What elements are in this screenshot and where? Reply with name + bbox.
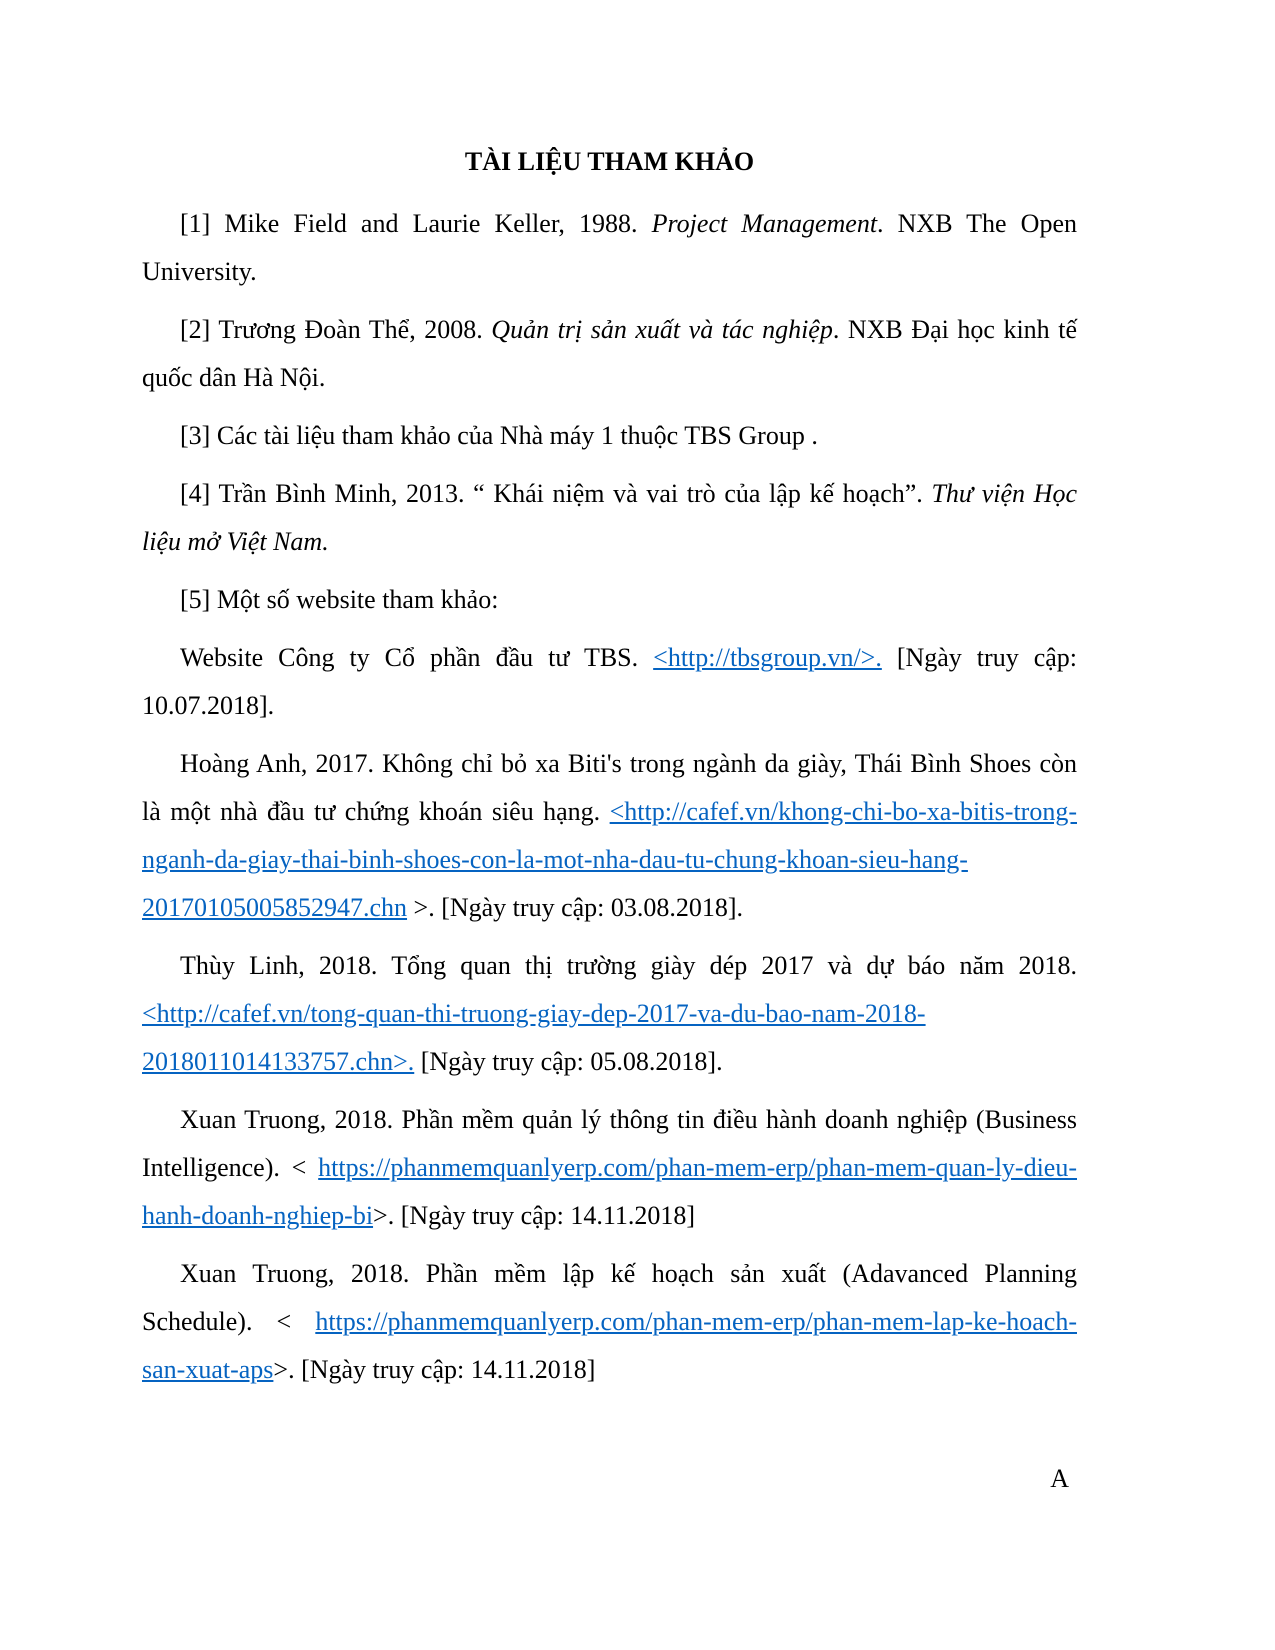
reference-paragraph <box>142 200 1077 296</box>
reference-paragraph <box>142 306 1077 402</box>
reference-text: [Ngày truy cập: 10.07.2018]. <box>142 643 1077 720</box>
reference-hyperlink[interactable]: <http://cafef.vn/khong-chi-bo-xa-bitis-trong-nganh-da-giay-thai-binh-shoes-con-la-mot-nha-dau-tu-chung-khoan-sieu-hang-20170105005852947.chn <box>142 797 1077 922</box>
reference-text: [Ngày truy cập: 05.08.2018]. <box>414 1047 723 1076</box>
reference-text: [4] Trần Bình Minh, 2013. “ Khái niệm và vai trò của lập kế hoạch”. <box>180 479 932 508</box>
reference-text: >. [Ngày truy cập: 14.11.2018] <box>273 1355 596 1384</box>
reference-title-italic: Thư viện Học liệu mở Việt Nam. <box>142 479 1077 556</box>
reference-hyperlink[interactable]: https://phanmemquanlyerp.com/phan-mem-erp/phan-mem-lap-ke-hoach-san-xuat-aps <box>142 1307 1077 1384</box>
reference-text: . NXB The Open University. <box>142 209 1077 286</box>
reference-paragraph <box>142 942 1077 1086</box>
references-list <box>142 200 1077 1394</box>
reference-text: >. [Ngày truy cập: 03.08.2018]. <box>407 893 744 922</box>
reference-hyperlink[interactable]: https://phanmemquanlyerp.com/phan-mem-erp/phan-mem-quan-ly-dieu-hanh-doanh-nghiep-bi <box>142 1153 1077 1230</box>
reference-text: [5] Một số website tham khảo: <box>180 585 499 614</box>
reference-paragraph <box>142 576 1077 624</box>
reference-title-italic: Quản trị sản xuất và tác nghiệp <box>491 315 833 344</box>
document-title: TÀI LIỆU THAM KHẢO <box>464 147 755 176</box>
reference-text: Xuan Truong, 2018. Phần mềm quản lý thông tin điều hành doanh nghiệp (Business Intelligence). < <box>142 1105 1077 1182</box>
reference-text: [3] Các tài liệu tham khảo của Nhà máy 1 thuộc TBS Group . <box>180 421 818 450</box>
reference-paragraph <box>142 1250 1077 1394</box>
reference-paragraph <box>142 634 1077 730</box>
reference-hyperlink[interactable]: <http://cafef.vn/tong-quan-thi-truong-giay-dep-2017-va-du-bao-nam-2018-2018011014133757.chn>. <box>142 999 926 1076</box>
reference-text: Thùy Linh, 2018. Tổng quan thị trường giày dép 2017 và dự báo năm 2018. <box>180 951 1077 980</box>
reference-text: >. [Ngày truy cập: 14.11.2018] <box>373 1201 696 1230</box>
reference-paragraph <box>142 1096 1077 1240</box>
reference-text: Hoàng Anh, 2017. Không chỉ bỏ xa Biti's trong ngành da giày, Thái Bình Shoes còn là một nhà đầu tư chứng khoán siêu hạng. <box>142 749 1077 826</box>
reference-text: Website Công ty Cổ phần đầu tư TBS. <box>180 643 654 672</box>
page-letter: A <box>1050 1464 1069 1493</box>
reference-title-italic: Project Management <box>651 209 878 238</box>
reference-text: Xuan Truong, 2018. Phần mềm lập kế hoạch sản xuất (Adavanced Planning Schedule). < <box>142 1259 1077 1336</box>
reference-text: [2] Trương Đoàn Thể, 2008. <box>180 315 492 344</box>
reference-hyperlink[interactable]: <http://tbsgroup.vn/>. <box>653 643 882 672</box>
reference-paragraph <box>142 412 1077 460</box>
reference-text: . NXB Đại học kinh tế quốc dân Hà Nội. <box>142 315 1077 392</box>
reference-paragraph <box>142 470 1077 566</box>
reference-paragraph <box>142 740 1077 932</box>
reference-text: [1] Mike Field and Laurie Keller, 1988. <box>180 209 652 238</box>
